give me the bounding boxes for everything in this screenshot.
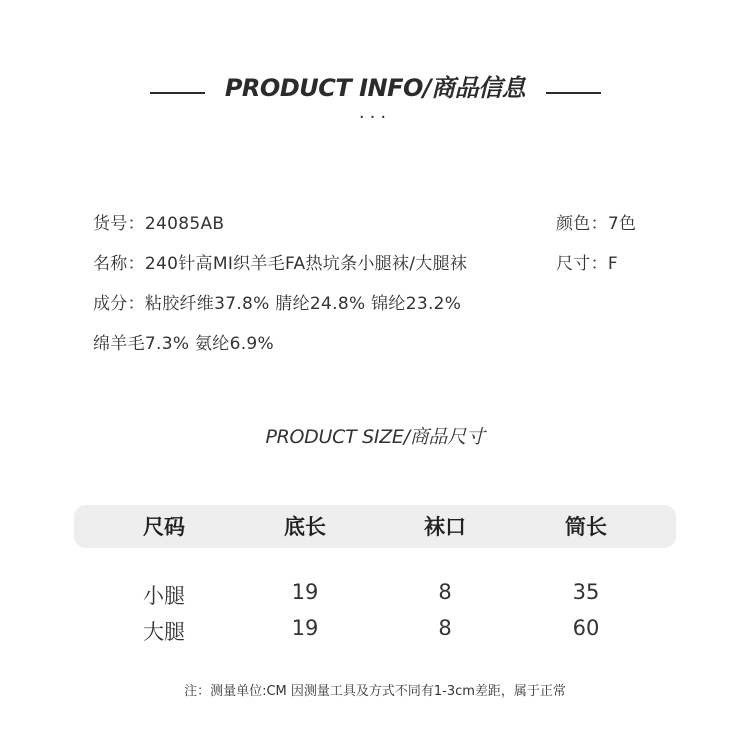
composition-line-2: 绵羊毛7.3% 氨纶6.9% bbox=[93, 334, 274, 354]
product-size: 尺寸：F bbox=[556, 254, 618, 274]
header-tube-length: 筒长 bbox=[565, 515, 607, 539]
composition-line-1: 成分：粘胶纤维37.8% 腈纶24.8% 锦纶23.2% bbox=[93, 294, 462, 314]
row-tube-length: 60 bbox=[572, 616, 600, 640]
color-count: 颜色：7色 bbox=[556, 214, 637, 234]
header-foot-length: 底长 bbox=[284, 515, 326, 539]
row-foot-length: 19 bbox=[291, 616, 319, 640]
row-cuff: 8 bbox=[438, 616, 452, 640]
size-section-title: PRODUCT SIZE/商品尺寸 bbox=[265, 426, 485, 448]
title-block bbox=[0, 62, 750, 102]
title-divider-right bbox=[546, 92, 601, 94]
row-size-label: 大腿 bbox=[143, 620, 185, 644]
header-size: 尺码 bbox=[143, 515, 185, 539]
title-divider-left bbox=[150, 92, 205, 94]
page-title: PRODUCT INFO/商品信息 bbox=[224, 74, 526, 102]
row-tube-length: 35 bbox=[572, 580, 600, 604]
product-name: 名称：240针高MI织羊毛FA热坑条小腿袜/大腿袜 bbox=[93, 254, 468, 274]
row-cuff: 8 bbox=[438, 580, 452, 604]
header-cuff: 袜口 bbox=[424, 515, 466, 539]
ellipsis-ornament: ... bbox=[358, 102, 392, 123]
row-foot-length: 19 bbox=[291, 580, 319, 604]
measurement-note: 注：测量单位:CM 因测量工具及方式不同有1-3cm差距，属于正常 bbox=[184, 684, 566, 699]
row-size-label: 小腿 bbox=[143, 584, 185, 608]
item-number: 货号：24085AB bbox=[93, 214, 225, 234]
